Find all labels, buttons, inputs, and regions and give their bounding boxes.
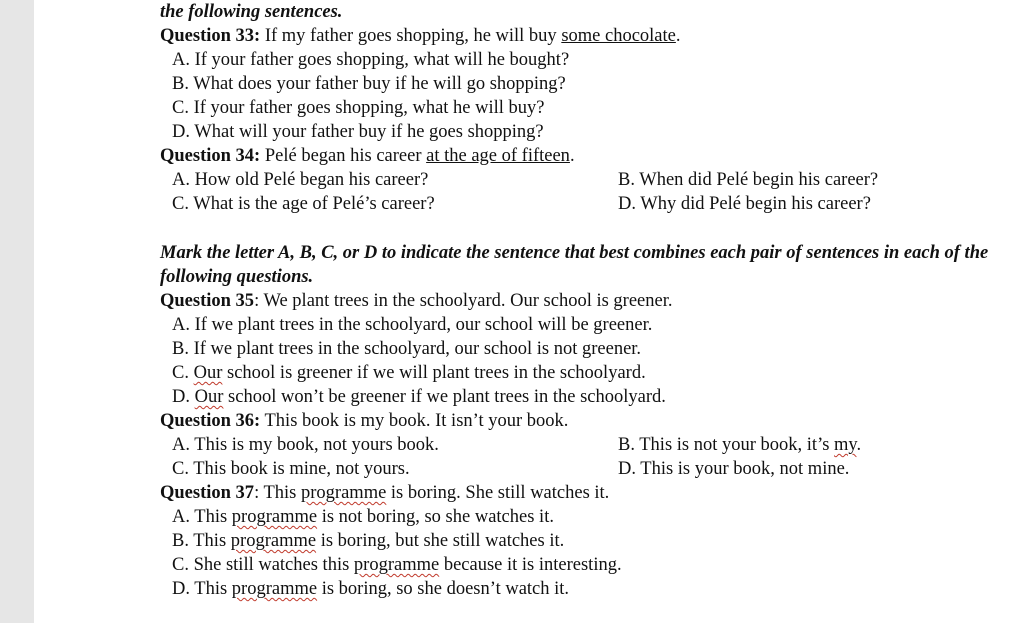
section-instruction: Mark the letter A, B, C, or D to indicate the sentence that best combines each pair of sentences in each of the following questions.	[160, 243, 989, 287]
q37-option-a[interactable]	[160, 505, 1000, 529]
spellcheck-flagged-word: programme	[230, 531, 317, 551]
question-36-label: Question 36:	[160, 411, 261, 431]
q36-option-a[interactable]: A. This is my book, not yours book.	[172, 435, 439, 455]
spellcheck-flagged-word: programme	[231, 507, 318, 527]
question-37	[160, 481, 1000, 505]
q33-option-b[interactable]: B. What does your father buy if he will go shopping?	[172, 74, 566, 94]
q35-option-d-rest: school won’t be greener if we plant trees in the schoolyard.	[223, 387, 666, 407]
question-34-end: .	[569, 146, 575, 166]
q35-option-c-prefix: C.	[172, 363, 194, 383]
q35-option-d-prefix: D.	[172, 387, 195, 407]
question-34	[160, 144, 1000, 168]
q36-options-row-1	[160, 433, 1000, 457]
document-page	[160, 0, 1000, 601]
q35-option-a[interactable]: A. If we plant trees in the schoolyard, our school will be greener.	[172, 315, 653, 335]
q35-option-c-rest: school is greener if we will plant trees in the schoolyard.	[222, 363, 646, 383]
q37-option-a-prefix: A. This	[172, 507, 232, 527]
q34-option-c[interactable]: C. What is the age of Pelé’s career?	[172, 194, 435, 214]
instruction-tail: the following sentences.	[160, 2, 343, 22]
question-33-end: .	[675, 26, 681, 46]
q36-options-row-2	[160, 457, 1000, 481]
question-37-label: Question 37	[160, 483, 255, 503]
q33-option-c[interactable]: C. If your father goes shopping, what he will buy?	[172, 98, 545, 118]
question-36-text: This book is my book. It isn’t your book.	[260, 411, 569, 431]
spellcheck-flagged-word: Our	[193, 363, 223, 383]
q37-option-b-rest: is boring, but she still watches it.	[316, 531, 565, 551]
q36-option-b-prefix: B. This is not your book, it’s	[618, 435, 835, 455]
left-margin-bar	[0, 0, 34, 623]
question-34-underlined: at the age of fifteen	[426, 146, 570, 166]
question-34-label: Question 34:	[160, 146, 261, 166]
spellcheck-flagged-word: programme	[353, 555, 440, 575]
q37-option-c-prefix: C. She still watches this	[172, 555, 354, 575]
q35-option-b[interactable]: B. If we plant trees in the schoolyard, our school is not greener.	[172, 339, 642, 359]
q36-option-b-end: .	[856, 435, 862, 455]
question-35-label: Question 35	[160, 291, 255, 311]
question-33-text: If my father goes shopping, he will buy	[260, 26, 562, 46]
q37-option-c-rest: because it is interesting.	[439, 555, 622, 575]
q33-option-a[interactable]: A. If your father goes shopping, what will he bought?	[172, 50, 570, 70]
question-33	[160, 24, 1000, 48]
spellcheck-flagged-word: programme	[231, 579, 318, 599]
q37-option-a-rest: is not boring, so she watches it.	[317, 507, 554, 527]
q37-option-b-prefix: B. This	[172, 531, 231, 551]
question-37-text-end: is boring. She still watches it.	[386, 483, 610, 503]
question-35-text: : We plant trees in the schoolyard. Our school is greener.	[254, 291, 673, 311]
q37-option-d-rest: is boring, so she doesn’t watch it.	[317, 579, 570, 599]
question-34-text: Pelé began his career	[260, 146, 427, 166]
q34-option-b[interactable]: B. When did Pelé begin his career?	[618, 170, 879, 190]
q34-options-row-2	[160, 192, 1000, 216]
q37-option-c[interactable]	[160, 553, 1000, 577]
q37-option-d-prefix: D. This	[172, 579, 232, 599]
question-33-underlined: some chocolate	[561, 26, 676, 46]
q34-options-row-1	[160, 168, 1000, 192]
q33-option-d[interactable]: D. What will your father buy if he goes shopping?	[172, 122, 544, 142]
question-35	[160, 289, 1000, 313]
q37-option-b[interactable]	[160, 529, 1000, 553]
question-37-text-start: : This	[254, 483, 302, 503]
q36-option-b[interactable]	[618, 433, 861, 457]
q36-option-c[interactable]: C. This book is mine, not yours.	[172, 459, 410, 479]
q34-option-d[interactable]: D. Why did Pelé begin his career?	[618, 194, 871, 214]
spellcheck-flagged-word: my	[834, 435, 857, 455]
spellcheck-flagged-word: programme	[301, 483, 387, 503]
spellcheck-flagged-word: Our	[194, 387, 224, 407]
q34-option-a[interactable]: A. How old Pelé began his career?	[172, 170, 429, 190]
q35-option-d[interactable]	[160, 385, 1000, 409]
section-gap	[160, 216, 1000, 241]
question-36	[160, 409, 1000, 433]
q36-option-d[interactable]: D. This is your book, not mine.	[618, 459, 850, 479]
q37-option-d[interactable]	[160, 577, 1000, 601]
q35-option-c[interactable]	[160, 361, 1000, 385]
question-33-label: Question 33:	[160, 26, 261, 46]
